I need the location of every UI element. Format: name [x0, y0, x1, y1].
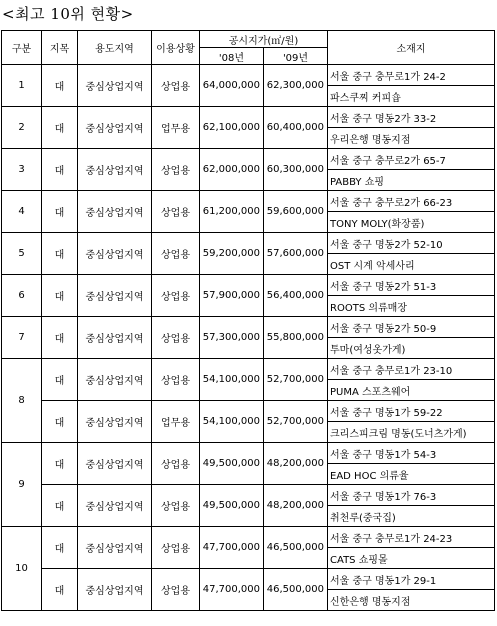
building-cell: 투마(여성옷가게) — [328, 338, 495, 359]
zone-cell: 중심상업지역 — [78, 443, 152, 485]
price-2008-cell: 54,100,000 — [200, 359, 264, 401]
usage-cell: 상업용 — [152, 317, 200, 359]
price-2008-cell: 49,500,000 — [200, 485, 264, 527]
building-cell: ROOTS 의류매장 — [328, 296, 495, 317]
price-2008-cell: 62,000,000 — [200, 149, 264, 191]
building-cell: 파스쿠찌 커피숍 — [328, 86, 495, 107]
price-2009-cell: 60,400,000 — [264, 107, 328, 149]
land-type-cell: 대 — [42, 359, 78, 401]
building-cell: 취천루(중국집) — [328, 506, 495, 527]
price-2009-cell: 46,500,000 — [264, 527, 328, 569]
price-2009-cell: 56,400,000 — [264, 275, 328, 317]
usage-cell: 상업용 — [152, 275, 200, 317]
zone-cell: 중심상업지역 — [78, 149, 152, 191]
address-cell: 서울 중구 명동1가 54-3 — [328, 443, 495, 464]
zone-cell: 중심상업지역 — [78, 65, 152, 107]
rank-cell: 1 — [2, 65, 42, 107]
building-cell: PUMA 스포츠웨어 — [328, 380, 495, 401]
land-type-cell: 대 — [42, 275, 78, 317]
rank-cell: 10 — [2, 527, 42, 611]
usage-cell: 상업용 — [152, 527, 200, 569]
usage-cell: 상업용 — [152, 233, 200, 275]
zone-cell: 중심상업지역 — [78, 569, 152, 611]
address-cell: 서울 중구 명동1가 76-3 — [328, 485, 495, 506]
rank-cell: 5 — [2, 233, 42, 275]
table-row — [2, 233, 495, 254]
header-location: 소재지 — [328, 31, 495, 65]
land-type-cell: 대 — [42, 107, 78, 149]
building-cell: PABBY 쇼핑 — [328, 170, 495, 191]
table-row — [2, 317, 495, 338]
price-2008-cell: 47,700,000 — [200, 527, 264, 569]
usage-cell: 상업용 — [152, 65, 200, 107]
zone-cell: 중심상업지역 — [78, 107, 152, 149]
price-2008-cell: 61,200,000 — [200, 191, 264, 233]
price-2008-cell: 47,700,000 — [200, 569, 264, 611]
price-2008-cell: 57,300,000 — [200, 317, 264, 359]
usage-cell: 상업용 — [152, 569, 200, 611]
price-2008-cell: 57,900,000 — [200, 275, 264, 317]
land-price-table — [1, 30, 495, 611]
address-cell: 서울 중구 명동2가 50-9 — [328, 317, 495, 338]
price-2008-cell: 64,000,000 — [200, 65, 264, 107]
table-row — [2, 65, 495, 86]
header-usage: 이용상황 — [152, 31, 200, 65]
rank-cell: 2 — [2, 107, 42, 149]
rank-cell: 8 — [2, 359, 42, 443]
land-type-cell: 대 — [42, 443, 78, 485]
header-rank: 구분 — [2, 31, 42, 65]
price-2008-cell: 62,100,000 — [200, 107, 264, 149]
building-cell: 우리은행 명동지점 — [328, 128, 495, 149]
price-2009-cell: 59,600,000 — [264, 191, 328, 233]
price-2009-cell: 48,200,000 — [264, 485, 328, 527]
usage-cell: 업무용 — [152, 401, 200, 443]
table-row — [2, 485, 495, 506]
zone-cell: 중심상업지역 — [78, 401, 152, 443]
usage-cell: 상업용 — [152, 359, 200, 401]
building-cell: 신한은행 명동지점 — [328, 590, 495, 611]
zone-cell: 중심상업지역 — [78, 527, 152, 569]
land-type-cell: 대 — [42, 233, 78, 275]
usage-cell: 업무용 — [152, 107, 200, 149]
price-2009-cell: 57,600,000 — [264, 233, 328, 275]
zone-cell: 중심상업지역 — [78, 275, 152, 317]
building-cell: 크리스피크림 명동(도너츠가게) — [328, 422, 495, 443]
price-2008-cell: 59,200,000 — [200, 233, 264, 275]
land-type-cell: 대 — [42, 65, 78, 107]
price-2009-cell: 60,300,000 — [264, 149, 328, 191]
table-row — [2, 443, 495, 464]
rank-cell: 9 — [2, 443, 42, 527]
price-2009-cell: 62,300,000 — [264, 65, 328, 107]
land-type-cell: 대 — [42, 149, 78, 191]
table-row — [2, 359, 495, 380]
address-cell: 서울 중구 명동1가 59-22 — [328, 401, 495, 422]
table-body — [2, 65, 495, 611]
zone-cell: 중심상업지역 — [78, 317, 152, 359]
usage-cell: 상업용 — [152, 443, 200, 485]
address-cell: 서울 중구 충무로2가 65-7 — [328, 149, 495, 170]
table-row — [2, 401, 495, 422]
address-cell: 서울 중구 명동2가 33-2 — [328, 107, 495, 128]
land-type-cell: 대 — [42, 485, 78, 527]
table-row — [2, 191, 495, 212]
header-zone: 용도지역 — [78, 31, 152, 65]
table-row — [2, 107, 495, 128]
table-row — [2, 569, 495, 590]
price-2009-cell: 46,500,000 — [264, 569, 328, 611]
rank-cell: 3 — [2, 149, 42, 191]
land-type-cell: 대 — [42, 317, 78, 359]
header-2009: '09년 — [264, 48, 328, 65]
address-cell: 서울 중구 명동2가 52-10 — [328, 233, 495, 254]
usage-cell: 상업용 — [152, 485, 200, 527]
price-2008-cell: 54,100,000 — [200, 401, 264, 443]
table-row — [2, 149, 495, 170]
price-2009-cell: 52,700,000 — [264, 359, 328, 401]
zone-cell: 중심상업지역 — [78, 359, 152, 401]
price-2009-cell: 52,700,000 — [264, 401, 328, 443]
rank-cell: 6 — [2, 275, 42, 317]
address-cell: 서울 중구 명동1가 29-1 — [328, 569, 495, 590]
building-cell: CATS 쇼핑몰 — [328, 548, 495, 569]
building-cell: OST 시계 악세사리 — [328, 254, 495, 275]
page-title: <최고 10위 현황> — [2, 5, 134, 23]
land-type-cell: 대 — [42, 569, 78, 611]
address-cell: 서울 중구 충무로1가 24-23 — [328, 527, 495, 548]
header-2008: '08년 — [200, 48, 264, 65]
building-cell: TONY MOLY(화장품) — [328, 212, 495, 233]
header-price: 공시지가(㎡/원) — [200, 31, 328, 48]
land-type-cell: 대 — [42, 527, 78, 569]
address-cell: 서울 중구 충무로1가 23-10 — [328, 359, 495, 380]
land-type-cell: 대 — [42, 191, 78, 233]
zone-cell: 중심상업지역 — [78, 233, 152, 275]
address-cell: 서울 중구 충무로2가 66-23 — [328, 191, 495, 212]
price-2009-cell: 55,800,000 — [264, 317, 328, 359]
usage-cell: 상업용 — [152, 191, 200, 233]
header-land-type: 지목 — [42, 31, 78, 65]
rank-cell: 4 — [2, 191, 42, 233]
usage-cell: 상업용 — [152, 149, 200, 191]
table-header — [2, 31, 495, 65]
table-row — [2, 527, 495, 548]
building-cell: EAD HOC 의류율 — [328, 464, 495, 485]
address-cell: 서울 중구 충무로1가 24-2 — [328, 65, 495, 86]
land-type-cell: 대 — [42, 401, 78, 443]
table-row — [2, 275, 495, 296]
zone-cell: 중심상업지역 — [78, 485, 152, 527]
price-2008-cell: 49,500,000 — [200, 443, 264, 485]
price-2009-cell: 48,200,000 — [264, 443, 328, 485]
rank-cell: 7 — [2, 317, 42, 359]
address-cell: 서울 중구 명동2가 51-3 — [328, 275, 495, 296]
zone-cell: 중심상업지역 — [78, 191, 152, 233]
